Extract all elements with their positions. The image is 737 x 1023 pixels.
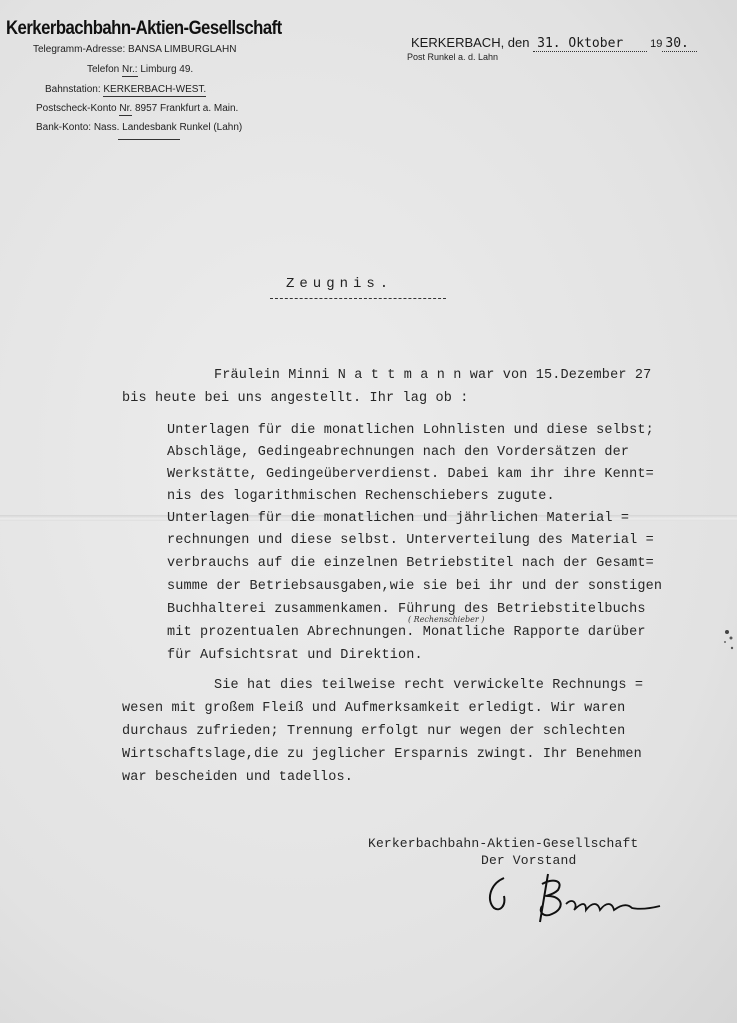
station-value: KERKERBACH-WEST. xyxy=(103,84,207,95)
post-office: Post Runkel a. d. Lahn xyxy=(407,52,499,62)
document-title: Zeugnis. xyxy=(286,276,394,292)
duty-line: nis des logarithmischen Rechenschiebers zugute. xyxy=(167,489,555,504)
station-line xyxy=(45,84,206,95)
duty-line: rechnungen und diese selbst. Unterverteilung des Material = xyxy=(167,533,654,548)
paper-specks xyxy=(707,620,737,660)
signature-board: Der Vorstand xyxy=(481,853,577,868)
bank-value: Nass. Landesbank Runkel (Lahn) xyxy=(93,122,243,133)
letterhead-rule xyxy=(118,139,180,140)
phone-line xyxy=(87,64,193,75)
postcheck-nr: Nr. xyxy=(119,103,133,114)
bank-line xyxy=(36,122,242,133)
phone-nr: Nr.: xyxy=(122,64,138,75)
dateline xyxy=(411,35,697,52)
telegram-value: BANSA LIMBURGLAHN xyxy=(128,44,237,55)
phone-value: Limburg 49. xyxy=(140,64,194,75)
closing-line: durchaus zufrieden; Trennung erfolgt nur wegen der schlechten xyxy=(122,724,626,739)
duty-line: für Aufsichtsrat und Direktion. xyxy=(167,648,423,663)
duty-line: Werkstätte, Gedingeüberverdienst. Dabei kam ihr ihre Kennt= xyxy=(167,467,654,482)
date-day-month: 31. Oktober xyxy=(533,36,647,52)
bank-label: Bank-Konto: xyxy=(36,122,92,133)
phone-label: Telefon xyxy=(87,64,120,75)
place-label: KERKERBACH, den xyxy=(411,35,530,50)
duty-line: mit prozentualen Abrechnungen. Monatliche Rapporte darüber xyxy=(167,625,646,640)
closing-line: Wirtschaftslage,die zu jeglicher Ersparnis zwingt. Ihr Benehmen xyxy=(122,747,642,762)
postcheck-line xyxy=(36,103,238,114)
duty-line: verbrauchs auf die einzelnen Betriebstitel nach der Gesamt= xyxy=(167,556,654,571)
closing-line: wesen mit großem Fleiß und Aufmerksamkeit erledigt. Wir waren xyxy=(122,701,626,716)
closing-line: war bescheiden und tadellos. xyxy=(122,770,354,785)
telegram-label: Telegramm-Adresse: xyxy=(33,44,126,55)
handwritten-insert: ( Rechenschieber ) xyxy=(408,615,485,624)
duty-line: Unterlagen für die monatlichen Lohnlisten und diese selbst; xyxy=(167,423,654,438)
closing-line: Sie hat dies teilweise recht verwickelte Rechnungs = xyxy=(214,678,644,693)
duty-line: summe der Betriebsausgaben,wie sie bei ihr und der sonstigen xyxy=(167,579,663,594)
signature-company: Kerkerbachbahn-Aktien-Gesellschaft xyxy=(368,836,639,851)
duty-line: Abschläge, Gedingeabrechnungen nach den Vordersätzen der xyxy=(167,445,630,460)
intro-line: bis heute bei uns angestellt. Ihr lag ob : xyxy=(122,391,469,406)
title-underline xyxy=(270,298,446,299)
postcheck-value: 8957 Frankfurt a. Main. xyxy=(134,103,239,114)
duty-line: Unterlagen für die monatlichen und jährlichen Material = xyxy=(167,511,630,526)
date-century: 19 xyxy=(650,38,663,50)
telegram-line xyxy=(33,44,236,55)
intro-line: Fräulein Minni N a t t m a n n war von 15.Dezember 27 xyxy=(214,368,652,383)
station-label: Bahnstation: xyxy=(45,84,101,95)
postcheck-label: Postscheck-Konto xyxy=(36,103,117,114)
duty-line: Buchhalterei zusammenkamen. Führung des Betriebstitelbuchs xyxy=(167,602,646,617)
date-year: 30. xyxy=(662,36,697,52)
handwritten-signature xyxy=(482,866,682,928)
company-name: Kerkerbachbahn-Aktien-Gesellschaft xyxy=(6,18,282,39)
